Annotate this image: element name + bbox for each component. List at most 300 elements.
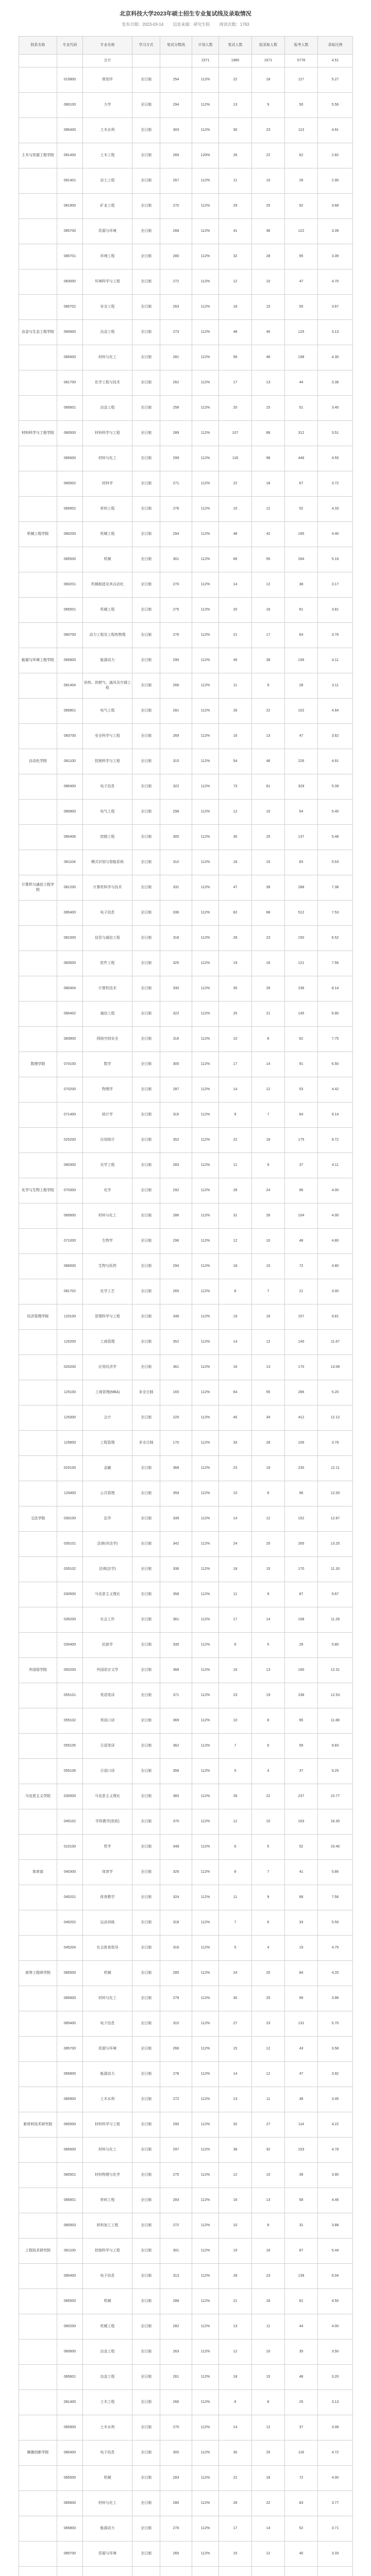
table-cell: 263 — [160, 295, 192, 320]
table-row — [19, 2264, 353, 2289]
table-cell: 273 — [160, 320, 192, 345]
table-cell: 080700 — [57, 623, 83, 648]
table-cell: 机械 — [83, 2466, 132, 2491]
table-cell: 64 — [285, 1103, 318, 1128]
table-cell: 153 — [285, 2138, 318, 2163]
table-row — [19, 497, 353, 522]
table-cell: 086000 — [57, 1254, 83, 1279]
table-cell: 085601 — [57, 2188, 83, 2213]
table-cell: 7.75 — [318, 1027, 353, 1052]
table-cell: 280 — [160, 2491, 192, 2516]
table-cell: 化学与生物工程学院 — [19, 1178, 57, 1204]
table-row — [19, 1456, 353, 1481]
table-cell: 金融 — [83, 1456, 132, 1481]
table-cell: 287 — [160, 1077, 192, 1103]
table-cell: 5.86 — [318, 1860, 353, 1885]
table-cell: 全日制 — [132, 269, 160, 295]
table-cell: 9.14 — [318, 1103, 353, 1128]
table-cell — [19, 1607, 57, 1633]
table-cell: 全日制 — [132, 1633, 160, 1658]
table-cell: 31 — [219, 1204, 252, 1229]
table-cell: 非全日制 — [132, 1431, 160, 1456]
table-cell: 5.44 — [318, 2239, 353, 2264]
table-row — [19, 1633, 353, 1658]
table-cell: 238 — [285, 1683, 318, 1708]
table-cell: 276 — [160, 2516, 192, 2541]
table-cell: 085800 — [57, 2516, 83, 2541]
table-cell: 16 — [219, 724, 252, 749]
table-cell: 286 — [285, 1380, 318, 1405]
table-cell: 112% — [192, 1103, 219, 1128]
table-cell: 7 — [219, 1734, 252, 1759]
table-cell: 4.70 — [318, 269, 353, 295]
table-cell — [19, 269, 57, 295]
table-cell: 生物与医药 — [83, 1254, 132, 1279]
table-cell: 4.55 — [318, 446, 353, 471]
table-cell — [19, 623, 57, 648]
table-cell: 91 — [285, 1052, 318, 1077]
table-cell — [252, 2567, 285, 2576]
table-cell: 冶金与生态工程学院 — [19, 320, 57, 345]
table-cell: 经济管理学院 — [19, 1304, 57, 1330]
table-cell: 121 — [285, 951, 318, 976]
table-cell: 035200 — [57, 1607, 83, 1633]
table-cell: 18 — [219, 1254, 252, 1279]
table-cell: 23 — [252, 118, 285, 143]
table-cell: 12 — [219, 2163, 252, 2188]
table-cell: 全日制 — [132, 194, 160, 219]
table-cell: 112% — [192, 1734, 219, 1759]
table-cell: 30 — [219, 118, 252, 143]
table-cell: 62 — [285, 143, 318, 168]
table-cell: 30 — [219, 825, 252, 850]
table-cell: 全日制 — [132, 1481, 160, 1506]
table-cell — [19, 1734, 57, 1759]
table-cell: 学科教学(思政) — [83, 1809, 132, 1835]
table-cell: 114 — [285, 2112, 318, 2138]
table-cell: 120100 — [57, 1304, 83, 1330]
table-cell: 15 — [252, 396, 285, 421]
table-cell: 081400 — [57, 2390, 83, 2415]
table-cell: 358 — [160, 1759, 192, 1784]
table-cell: 冶金工程 — [83, 2365, 132, 2390]
table-cell: 58 — [285, 2188, 318, 2213]
table-row — [19, 2011, 353, 2037]
table-cell: 6 — [219, 1633, 252, 1658]
table-row — [19, 2188, 353, 2213]
table-cell: 8.14 — [318, 976, 353, 1002]
table-row — [19, 1910, 353, 1936]
table-row — [19, 1330, 353, 1355]
table-cell: 工商管理 — [83, 1330, 132, 1355]
table-cell: 全日制 — [132, 370, 160, 396]
table-cell: 全日制 — [132, 673, 160, 699]
table-cell: 全日制 — [132, 2264, 160, 2289]
table-cell: 能源动力 — [83, 648, 132, 673]
table-cell: 085400 — [57, 901, 83, 926]
table-cell: 16.30 — [318, 1809, 353, 1835]
table-cell: 40 — [252, 320, 285, 345]
table-cell: 体育教学 — [83, 1885, 132, 1910]
table-cell: 全日制 — [132, 825, 160, 850]
table-cell: 3.17 — [318, 572, 353, 598]
table-cell: 145 — [285, 1002, 318, 1027]
table-cell: 外国语言文学 — [83, 1658, 132, 1683]
table-row — [19, 2163, 353, 2188]
table-cell: 30 — [219, 1986, 252, 2011]
table-row — [19, 2491, 353, 2516]
table-cell: 112% — [192, 1961, 219, 1986]
table-cell: 12 — [219, 2340, 252, 2365]
table-cell — [19, 2163, 57, 2188]
table-cell: 全日制 — [132, 1532, 160, 1557]
table-cell: 055101 — [57, 1683, 83, 1708]
table-header — [19, 37, 353, 55]
table-cell: 4.80 — [318, 1229, 353, 1254]
table-cell: 全日制 — [132, 1229, 160, 1254]
table-cell: 112% — [192, 421, 219, 446]
table-cell: 控制科学与工程 — [83, 749, 132, 774]
table-cell: 261 — [160, 2365, 192, 2390]
table-cell: 22 — [252, 143, 285, 168]
table-cell: 292 — [160, 1178, 192, 1204]
table-cell: 112% — [192, 244, 219, 269]
table-cell: 材料科学与工程 — [83, 421, 132, 446]
table-cell: 6 — [252, 1734, 285, 1759]
table-cell: 19 — [219, 1304, 252, 1330]
table-cell: 112% — [192, 2415, 219, 2441]
table-row — [19, 2365, 353, 2390]
table-cell: 3.13 — [318, 2390, 353, 2415]
table-cell: 083000 — [57, 269, 83, 295]
table-cell: 5 — [219, 1936, 252, 1961]
table-cell: 全日制 — [132, 926, 160, 951]
table-cell — [19, 345, 57, 370]
table-cell: 081700 — [57, 370, 83, 396]
table-cell: 298 — [160, 800, 192, 825]
table-cell: 3.58 — [318, 2037, 353, 2062]
table-cell: 226 — [285, 749, 318, 774]
table-row — [19, 1986, 353, 2011]
table-cell: 22 — [252, 2491, 285, 2516]
table-cell: 28 — [285, 673, 318, 699]
table-row — [19, 1279, 353, 1304]
table-cell: 7.53 — [318, 901, 353, 926]
table-cell: 4.64 — [318, 699, 353, 724]
table-cell: 112% — [192, 1557, 219, 1582]
table-cell: 270 — [160, 2415, 192, 2441]
table-cell: 10.77 — [318, 1784, 353, 1809]
table-cell: 12 — [252, 2541, 285, 2567]
table-cell: 8 — [252, 2390, 285, 2415]
table-cell — [19, 1279, 57, 1304]
table-cell: 085600 — [57, 1986, 83, 2011]
table-cell: 352 — [160, 1128, 192, 1153]
table-cell — [19, 2213, 57, 2239]
table-cell: 412 — [285, 1405, 318, 1431]
table-cell: 全日制 — [132, 93, 160, 118]
table-cell: 085600 — [57, 2491, 83, 2516]
table-cell — [19, 1002, 57, 1027]
table-cell: 11 — [219, 1153, 252, 1178]
table-cell: 管理科学与工程 — [83, 1304, 132, 1330]
table-cell: 全日制 — [132, 774, 160, 800]
table-cell: 5.20 — [318, 1380, 353, 1405]
table-cell: 112% — [192, 2264, 219, 2289]
table-cell — [19, 1229, 57, 1254]
table-cell: 能源与环境工程学院 — [19, 648, 57, 673]
table-cell: 40 — [285, 2541, 318, 2567]
table-row — [19, 295, 353, 320]
table-cell: 社会工作 — [83, 1607, 132, 1633]
table-cell: 085500 — [57, 2466, 83, 2491]
table-cell: 170 — [285, 1355, 318, 1380]
table-cell — [19, 168, 57, 194]
table-cell: 370 — [160, 1809, 192, 1835]
table-cell: 全日制 — [132, 2239, 160, 2264]
table-cell: 电气工程 — [83, 800, 132, 825]
table-cell: 157 — [285, 1304, 318, 1330]
table-cell: 3.20 — [318, 2365, 353, 2390]
table-cell: 8 — [252, 1708, 285, 1734]
table-cell: 19 — [252, 1683, 285, 1708]
table-cell — [19, 2516, 57, 2541]
table-cell: 电子信息 — [83, 2264, 132, 2289]
table-cell — [160, 2567, 192, 2576]
table-cell: 材料与化工 — [83, 446, 132, 471]
table-cell: 电子信息 — [83, 774, 132, 800]
table-row — [19, 951, 353, 976]
table-cell: 265 — [285, 1532, 318, 1557]
table-cell: 112% — [192, 2466, 219, 2491]
table-cell: 080800 — [57, 800, 83, 825]
table-cell: 5 — [219, 1759, 252, 1784]
table-cell: 电子信息 — [83, 2011, 132, 2037]
table-cell: 285 — [160, 1961, 192, 1986]
table-cell: 6 — [219, 1835, 252, 1860]
table-cell: 070100 — [57, 1052, 83, 1077]
table-cell: 工程管理 — [83, 1431, 132, 1456]
table-row — [19, 572, 353, 598]
table-cell: 土木工程 — [83, 2390, 132, 2415]
table-cell: 045204 — [57, 1936, 83, 1961]
table-cell: 085601 — [57, 2365, 83, 2390]
table-row — [19, 1809, 353, 1835]
table-cell: 全日制 — [132, 1961, 160, 1986]
table-cell: 9.25 — [318, 1759, 353, 1784]
table-row — [19, 2314, 353, 2340]
table-cell: 83 — [285, 850, 318, 875]
table-cell: 112% — [192, 497, 219, 522]
table-cell — [19, 1103, 57, 1128]
table-cell: 112% — [192, 1607, 219, 1633]
table-cell: 112% — [192, 1986, 219, 2011]
table-cell: 自动化学院 — [19, 749, 57, 774]
table-cell — [132, 2567, 160, 2576]
table-cell: 080502 — [57, 471, 83, 497]
table-cell: 61 — [252, 774, 285, 800]
table-cell: 281 — [160, 699, 192, 724]
table-cell — [318, 2567, 353, 2576]
table-cell: 全日制 — [132, 2188, 160, 2213]
table-cell: 362 — [160, 1734, 192, 1759]
table-cell: 080300 — [57, 1153, 83, 1178]
table-cell: 346 — [160, 1304, 192, 1330]
table-cell: 全日制 — [132, 1204, 160, 1229]
table-cell: 28 — [219, 926, 252, 951]
table-cell: 335 — [160, 1633, 192, 1658]
table-row — [19, 623, 353, 648]
table-cell: 7 — [252, 1103, 285, 1128]
table-cell: 112% — [192, 926, 219, 951]
table-row — [19, 67, 353, 93]
table-cell: 17 — [219, 2516, 252, 2541]
table-cell: 316 — [160, 1027, 192, 1052]
table-cell: 72 — [285, 1254, 318, 1279]
table-cell: 280 — [160, 244, 192, 269]
table-cell: 265 — [160, 1279, 192, 1304]
table-cell: 080500 — [57, 2112, 83, 2138]
table-cell: 030500 — [57, 1582, 83, 1607]
table-cell: 3.38 — [318, 370, 353, 396]
table-cell: 322 — [160, 774, 192, 800]
table-cell: 368 — [160, 1658, 192, 1683]
table-cell: 265 — [160, 2541, 192, 2567]
table-cell: 光学工程 — [83, 1153, 132, 1178]
table-cell: 全日制 — [132, 2011, 160, 2037]
table-cell: 5.48 — [318, 825, 353, 850]
table-cell — [19, 2264, 57, 2289]
table-cell: 315 — [160, 1103, 192, 1128]
table-cell — [19, 1204, 57, 1229]
table-cell: 21 — [219, 2289, 252, 2314]
table-cell: 4 — [252, 1936, 285, 1961]
table-cell — [19, 1405, 57, 1431]
table-cell: 3.33 — [318, 2541, 353, 2567]
table-cell: 19 — [219, 2239, 252, 2264]
table-cell: 11 — [219, 168, 252, 194]
table-cell: 95 — [285, 1708, 318, 1734]
table-cell: 20 — [219, 396, 252, 421]
table-cell: 材料物理与化学 — [83, 2163, 132, 2188]
table-cell: 4 — [252, 1759, 285, 1784]
table-cell: 95 — [285, 244, 318, 269]
table-row — [19, 396, 353, 421]
table-cell: 313 — [160, 2264, 192, 2289]
table-cell: 118 — [285, 2441, 318, 2466]
table-cell: 112% — [192, 901, 219, 926]
table-row — [19, 1103, 353, 1128]
table-cell: 社会体育指导 — [83, 1936, 132, 1961]
table-cell: 材料与化工 — [83, 345, 132, 370]
table-cell: 4.40 — [318, 522, 353, 547]
table-cell: 材料科学与工程 — [83, 2112, 132, 2138]
table-cell: 全日制 — [132, 2213, 160, 2239]
table-row — [19, 2516, 353, 2541]
table-cell — [19, 1431, 57, 1456]
table-cell: 通信工程 — [83, 1002, 132, 1027]
table-cell: 112% — [192, 1304, 219, 1330]
table-cell: 冶金工程 — [83, 320, 132, 345]
table-cell: 278 — [160, 2062, 192, 2087]
table-cell: 315 — [160, 749, 192, 774]
table-cell: 4.50 — [318, 2289, 353, 2314]
table-cell: 15 — [219, 2037, 252, 2062]
table-cell: 材料学 — [83, 471, 132, 497]
table-cell: 马克思主义学院 — [19, 1784, 57, 1809]
table-cell: 085500 — [57, 1961, 83, 1986]
table-cell: 9 — [219, 2390, 252, 2415]
table-cell: 112% — [192, 572, 219, 598]
table-cell: 5 — [252, 1633, 285, 1658]
table-cell: 336 — [160, 901, 192, 926]
table-cell: 32 — [219, 244, 252, 269]
table-cell: 控制工程 — [83, 825, 132, 850]
table-row — [19, 1532, 353, 1557]
table-cell: 材料工程 — [83, 2188, 132, 2213]
table-cell: 266 — [160, 673, 192, 699]
table-row — [19, 2466, 353, 2491]
table-cell: 冶金工程 — [83, 396, 132, 421]
table-cell: 269 — [160, 143, 192, 168]
table-cell: 085400 — [57, 2264, 83, 2289]
table-cell: 3.67 — [318, 295, 353, 320]
table-cell: 12.67 — [318, 1506, 353, 1532]
table-cell: 112% — [192, 446, 219, 471]
table-cell: 3.90 — [318, 2163, 353, 2188]
table-row — [19, 2415, 353, 2441]
table-cell: 11.88 — [318, 1708, 353, 1734]
table-cell: 55 — [252, 1380, 285, 1405]
table-row — [19, 1355, 353, 1380]
table-cell: 16 — [252, 598, 285, 623]
table-cell: 38 — [219, 2138, 252, 2163]
table-cell: 272 — [160, 2087, 192, 2112]
table-cell: 10 — [219, 2213, 252, 2239]
table-cell: 085600 — [57, 345, 83, 370]
table-cell: 数理学院 — [19, 1052, 57, 1077]
table-row — [19, 1027, 353, 1052]
table-cell: 9 — [252, 1885, 285, 1910]
table-cell: 应用统计 — [83, 1128, 132, 1153]
table-cell: 254 — [160, 67, 192, 93]
table-cell — [19, 1077, 57, 1103]
table-cell: 080600 — [57, 2340, 83, 2365]
table-cell: 4.00 — [318, 2314, 353, 2340]
table-cell: 12 — [219, 1809, 252, 1835]
table-row — [19, 1431, 353, 1456]
table-cell: 12 — [252, 2062, 285, 2087]
table-cell — [19, 2289, 57, 2314]
table-cell: 体育部 — [19, 1860, 57, 1885]
table-row — [19, 749, 353, 774]
table-cell: 112% — [192, 2239, 219, 2264]
table-cell: 301 — [160, 547, 192, 572]
table-cell: 42 — [252, 522, 285, 547]
table-cell: 112% — [192, 2289, 219, 2314]
table-cell: 263 — [160, 2340, 192, 2365]
table-cell: 17 — [219, 370, 252, 396]
table-cell — [19, 118, 57, 143]
table-cell: 085500 — [57, 2289, 83, 2314]
table-cell: 112% — [192, 1456, 219, 1481]
table-cell: 112% — [192, 219, 219, 244]
table-cell — [219, 2567, 252, 2576]
table-cell: 6.50 — [318, 1052, 353, 1077]
table-cell: 全日制 — [132, 1683, 160, 1708]
table-cell: 土木水利 — [83, 118, 132, 143]
table-cell: 301 — [160, 2239, 192, 2264]
